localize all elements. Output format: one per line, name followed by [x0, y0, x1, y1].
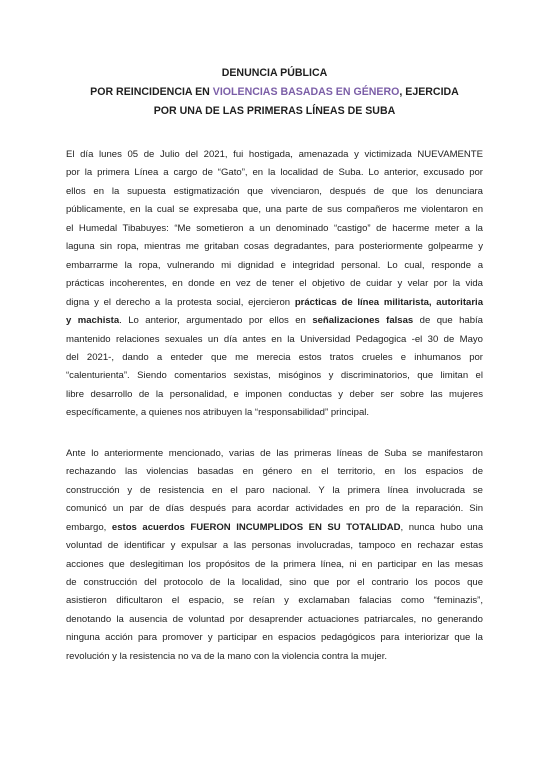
document-title: DENUNCIA PÚBLICA [221, 67, 328, 79]
paragraph-1-line-6: laguna sin ropa, mientras me gritaban cosas degradantes, para posteriormente golpearme y [66, 241, 483, 253]
paragraph-2-line-4: comunicó un par de días después para acordar actividades en pro de la reparación. Sin [66, 503, 483, 515]
paragraph-2-line-10: denotando la ausencia de voluntad por desaprender actuaciones patriarcales, no generando [66, 613, 483, 625]
p1-l10-text-2: de que había [413, 315, 483, 327]
paragraph-1-line-7: embarrarme la ropa, vulnerando mi dignidad e integridad personal. Lo cual, responde a [66, 259, 483, 271]
paragraph-2-line-5 [66, 519, 483, 537]
paragraph-1 [66, 146, 483, 423]
document-header [66, 64, 483, 121]
document-subtitle-line3: POR UNA DE LAS PRIMERAS LÍNEAS DE SUBA [153, 105, 396, 117]
paragraph-2-line-2: rechazando las violencias basadas en género en el territorio, en los espacios de [66, 466, 483, 478]
paragraph-2 [66, 445, 483, 666]
paragraph-2-line-8: de construcción del protocolo de la localidad, sino que por el contrario los pocos que [66, 576, 483, 588]
paragraph-1-line-3: ellos en la supuesta estigmatización que vivenciaron, después de que los denunciara [66, 185, 483, 197]
paragraph-1-line-8: prácticas incoherentes, en donde en vez de tener el objetivo de cuidar y velar por la vida [66, 278, 483, 290]
document-subtitle [66, 83, 483, 102]
paragraph-1-line-9 [66, 294, 483, 312]
paragraph-2-line-11: ninguna acción para promover y participar en espacios pedagógicos para interiorizar que la [66, 632, 483, 644]
paragraph-1-line-15: específicamente, a quienes nos atribuyen la “responsabilidad” principal. [66, 407, 370, 419]
p1-l10-bold-2: señalizaciones falsas [312, 315, 414, 327]
paragraph-1-line-4: públicamente, en la cual se expresaba que, una parte de sus compañeros me violentaron en [66, 204, 483, 216]
p2-l5-text-1: embargo, [66, 521, 112, 533]
paragraph-1-line-13: “calenturienta”. Siendo comentarios sexistas, misóginos y discriminatorios, que limitan el [66, 370, 483, 382]
subtitle-suffix: , EJERCIDA [399, 86, 459, 98]
paragraph-2-line-9: asistieron dificultaron el espacio, se reían y exclamaban falacias como “feminazis”, [66, 595, 483, 607]
p2-l5-text-2: , nunca hubo una [400, 521, 483, 533]
paragraph-2-line-6: voluntad de identificar y expulsar a las personas involucradas, tampoco en rechazar estas [66, 540, 483, 552]
p2-l5-bold: estos acuerdos FUERON INCUMPLIDOS EN SU TOTALIDAD [111, 521, 401, 533]
subtitle-highlight: VIOLENCIAS BASADAS EN GÉNERO [212, 86, 400, 98]
p1-l10-text-1: . Lo anterior, argumentado por ellos en [119, 315, 313, 327]
paragraph-2-line-3: construcción y de resistencia en el paro nacional. Y la primera línea involucrada se [66, 484, 483, 496]
paragraph-1-line-14: libre desarrollo de la personalidad, e imponen conductas y deber ser sobre las mujeres [66, 388, 483, 400]
p1-l9-bold: prácticas de línea militarista, autoritaria [294, 296, 483, 308]
paragraph-1-line-12: del 2021-, dando a enteder que me merecia estos tratos crueles e inhumanos por [66, 351, 483, 363]
paragraph-2-line-12: revolución y la resistencia no va de la mano con la violencia contra la mujer. [66, 650, 388, 662]
p1-l9-text: digna y el derecho a la protesta social, ejercieron [66, 296, 295, 308]
paragraph-1-line-1: El día lunes 05 de Julio del 2021, fui hostigada, amenazada y victimizada NUEVAMENTE [66, 149, 483, 160]
paragraph-2-line-1: Ante lo anteriormente mencionado, varias de las primeras líneas de Suba se manifestaron [66, 447, 483, 459]
p1-l10-bold-1: y machista [66, 315, 120, 327]
paragraph-1-line-5: el Humedal Tibabuyes: “Me sometieron a un denominado “castigo” de hacerme meter a la [66, 222, 483, 234]
paragraph-2-line-7: acciones que deslegitiman los propósitos de la primera línea, ni en participar en las mesas [66, 558, 483, 570]
paragraph-1-line-2: por la primera Línea a cargo de “Gato”, en la localidad de Suba. Lo anterior, excusado por [66, 167, 483, 179]
paragraph-1-line-10 [66, 312, 483, 330]
subtitle-prefix: POR REINCIDENCIA EN [90, 86, 213, 98]
paragraph-1-line-11: mantenido relaciones sexuales un día antes en la Universidad Pedagogica -el 30 de Mayo [66, 333, 483, 345]
